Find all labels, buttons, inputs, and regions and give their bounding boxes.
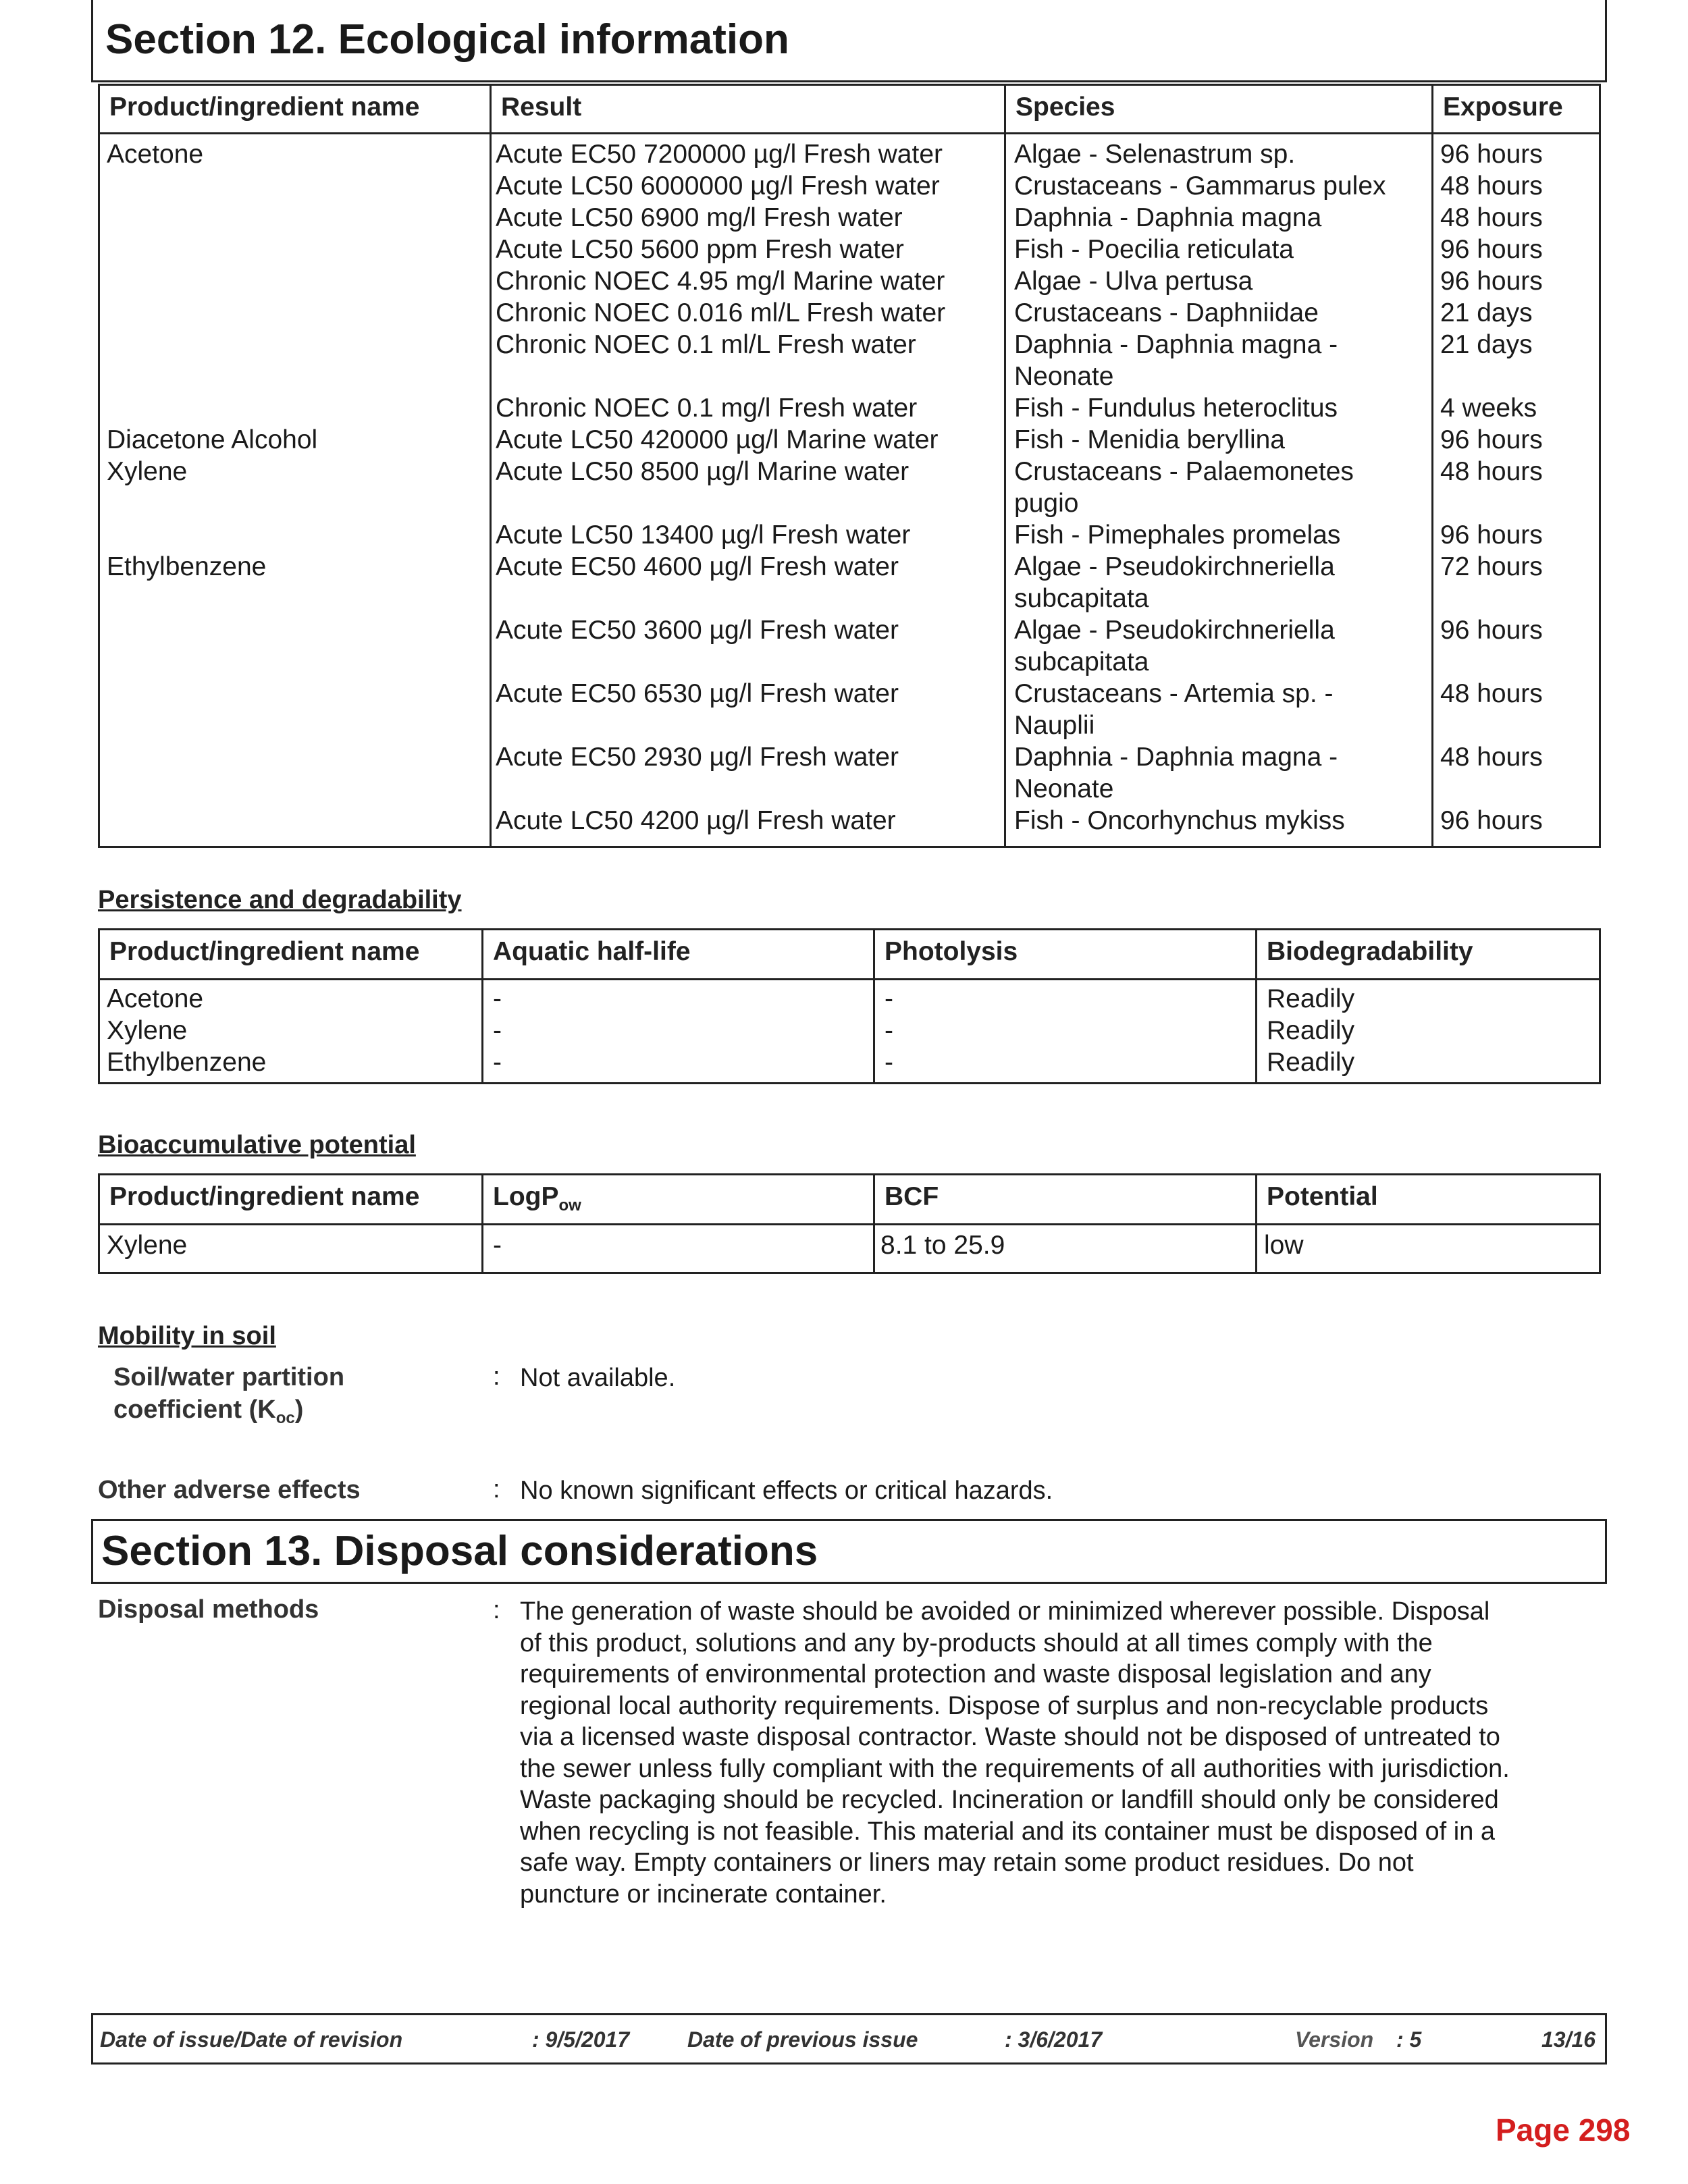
ecotox-row-species-text: Algae - Pseudokirchneriella <box>1014 552 1335 581</box>
mobility-label-line2 <box>113 1393 344 1429</box>
ecotox-row-result <box>496 329 997 392</box>
ecotox-row-exposure <box>1440 234 1592 265</box>
ecotox-row-name <box>107 329 483 392</box>
ecotox-row-name <box>107 519 483 551</box>
ecotox-row-result <box>496 234 997 265</box>
ecotox-row-result <box>496 297 997 329</box>
persistence-photolysis-values <box>874 980 1257 1084</box>
persistence-photolysis-value: - <box>885 1048 893 1077</box>
ecotox-row-exposure-text: 21 days <box>1440 330 1533 359</box>
footer-issue-value: : 9/5/2017 <box>532 2027 630 2052</box>
disposal-colon: : <box>493 1596 500 1624</box>
ecotox-row-exposure <box>1440 805 1592 836</box>
disposal-line: the sewer unless fully compliant with the requirements of all authorities with jurisdiction. <box>520 1754 1510 1783</box>
ecotox-row-species-text: subcapitata <box>1014 584 1149 613</box>
ecotox-row-name <box>107 741 483 805</box>
ecotox-row-species-text: Crustaceans - Gammarus pulex <box>1014 171 1386 201</box>
persistence-name-xylene: Xylene <box>107 1016 188 1045</box>
ecotox-row-exposure-text: 96 hours <box>1440 521 1543 550</box>
persistence-name-ethylbenzene: Ethylbenzene <box>107 1048 267 1077</box>
disposal-line: regional local authority requirements. Dispose of surplus and non-recyclable products <box>520 1691 1489 1720</box>
ecotox-row-species <box>1014 392 1425 424</box>
ecotox-row-species-text: Algae - Ulva pertusa <box>1014 267 1253 296</box>
disposal-line: The generation of waste should be avoided or minimized wherever possible. Disposal <box>520 1597 1490 1626</box>
mobility-value: Not available. <box>520 1364 676 1392</box>
ecotox-row-result <box>496 805 997 836</box>
persistence-halflife-value: - <box>493 1016 502 1045</box>
ecotox-row-name-text: Ethylbenzene <box>107 552 267 581</box>
section-13-header <box>91 1519 1607 1584</box>
bioacc-header-logp <box>483 1175 874 1225</box>
ecotox-row-result <box>496 456 997 519</box>
persistence-biodeg-value: Readily <box>1267 1016 1355 1045</box>
persistence-halflife-value: - <box>493 984 502 1013</box>
ecotox-row-exposure <box>1440 329 1592 392</box>
ecotox-row-result-text: Acute LC50 6900 mg/l Fresh water <box>496 203 903 232</box>
ecotox-row-exposure-text: 96 hours <box>1440 267 1543 296</box>
persistence-biodeg-values <box>1257 980 1600 1084</box>
ecotox-row-result <box>496 519 997 551</box>
mobility-label-line1: Soil/water partition <box>113 1363 345 1391</box>
ecotox-row-exposure <box>1440 265 1592 297</box>
ecotox-names-col <box>99 134 491 847</box>
ecotox-row-species-text: Nauplii <box>1014 711 1095 740</box>
ecotox-row-result <box>496 170 997 202</box>
persistence-biodeg-value: Readily <box>1267 984 1355 1013</box>
ecotox-row-species-text: pugio <box>1014 489 1079 518</box>
ecotox-species-col <box>1005 134 1433 847</box>
other-effects-label: Other adverse effects <box>98 1476 361 1504</box>
ecotox-row-result-text: Chronic NOEC 0.1 mg/l Fresh water <box>496 394 918 423</box>
ecotox-row-species <box>1014 519 1425 551</box>
ecotox-row-result <box>496 138 997 170</box>
ecotox-header-species: Species <box>1005 85 1433 134</box>
persistence-halflife-values <box>483 980 874 1084</box>
ecotox-row-result <box>496 392 997 424</box>
ecotox-row-exposure <box>1440 456 1592 519</box>
ecotox-row-name <box>107 234 483 265</box>
persistence-names <box>99 980 483 1084</box>
ecotox-row-name <box>107 138 483 170</box>
mobility-label-sub: oc <box>275 1409 295 1427</box>
ecotox-row-result-text: Acute EC50 2930 µg/l Fresh water <box>496 743 899 772</box>
ecotox-row-species-text: Fish - Pimephales promelas <box>1014 521 1341 550</box>
persistence-biodeg-value: Readily <box>1267 1048 1355 1077</box>
persistence-header-biodeg: Biodegradability <box>1257 930 1600 980</box>
persistence-table <box>98 928 1601 1084</box>
ecotox-row-exposure <box>1440 297 1592 329</box>
ecotox-row-exposure-text: 48 hours <box>1440 203 1543 232</box>
ecotox-row-exposure <box>1440 424 1592 456</box>
bioacc-logp: - <box>483 1225 874 1273</box>
ecotox-row-result <box>496 265 997 297</box>
ecotox-row-exposure <box>1440 170 1592 202</box>
ecotox-row-species-text: Algae - Selenastrum sp. <box>1014 140 1296 169</box>
ecotox-row-result <box>496 551 997 614</box>
ecotox-row-exposure-text: 96 hours <box>1440 235 1543 264</box>
ecotox-row-exposure <box>1440 551 1592 614</box>
ecotox-row-species-text: Daphnia - Daphnia magna - <box>1014 330 1338 359</box>
ecotox-row-result-text: Acute EC50 4600 µg/l Fresh water <box>496 552 899 581</box>
disposal-line: requirements of environmental protection and waste disposal legislation and any <box>520 1660 1431 1688</box>
disposal-line: when recycling is not feasible. This material and its container must be disposed of in a <box>520 1817 1496 1846</box>
section-12-header <box>91 0 1607 82</box>
ecotox-row-exposure <box>1440 741 1592 805</box>
ecotox-row-species <box>1014 424 1425 456</box>
ecotox-header-name: Product/ingredient name <box>99 85 491 134</box>
ecotox-row-exposure <box>1440 678 1592 741</box>
persistence-header-name: Product/ingredient name <box>99 930 483 980</box>
ecotox-row-species <box>1014 170 1425 202</box>
ecotox-row-exposure <box>1440 519 1592 551</box>
bioacc-name: Xylene <box>99 1225 483 1273</box>
ecotox-header-exposure: Exposure <box>1433 85 1600 134</box>
ecotox-row-name <box>107 170 483 202</box>
ecotox-row-result-text: Acute EC50 6530 µg/l Fresh water <box>496 679 899 708</box>
ecotox-row-result <box>496 202 997 234</box>
ecotox-row-result-text: Acute LC50 13400 µg/l Fresh water <box>496 521 911 550</box>
ecotox-row-exposure-text: 72 hours <box>1440 552 1543 581</box>
ecotox-row-exposure-text: 96 hours <box>1440 806 1543 835</box>
other-effects-colon: : <box>493 1475 500 1503</box>
ecotox-row-exposure <box>1440 614 1592 678</box>
ecotox-row-name <box>107 551 483 614</box>
ecotox-row-exposure-text: 96 hours <box>1440 616 1543 645</box>
ecotox-row-species <box>1014 614 1425 678</box>
mobility-title: Mobility in soil <box>98 1322 276 1350</box>
footer-issue-label: Date of issue/Date of revision <box>100 2027 403 2052</box>
ecotox-results-col <box>491 134 1005 847</box>
bioaccumulative-title: Bioaccumulative potential <box>98 1131 416 1159</box>
ecotox-row-result-text: Acute LC50 5600 ppm Fresh water <box>496 235 904 264</box>
ecotox-row-species-text: subcapitata <box>1014 647 1149 676</box>
persistence-title: Persistence and degradability <box>98 886 462 914</box>
ecotox-row-species <box>1014 297 1425 329</box>
bioacc-header-logp-sub: ow <box>558 1196 581 1215</box>
ecotox-row-name <box>107 614 483 678</box>
ecotox-row-result-text: Acute EC50 3600 µg/l Fresh water <box>496 616 899 645</box>
ecotox-row-exposure-text: 48 hours <box>1440 171 1543 201</box>
mobility-colon: : <box>493 1362 500 1391</box>
ecotox-row-result-text: Acute EC50 7200000 µg/l Fresh water <box>496 140 943 169</box>
persistence-name-acetone: Acetone <box>107 984 204 1013</box>
ecotox-row-result-text: Acute LC50 8500 µg/l Marine water <box>496 457 909 486</box>
ecotox-row-name-text: Xylene <box>107 457 188 486</box>
ecotox-row-name-text: Acetone <box>107 140 204 169</box>
ecotox-row-result <box>496 424 997 456</box>
footer-version-label: Version <box>1295 2027 1374 2052</box>
ecotox-row-species-text: Fish - Oncorhynchus mykiss <box>1014 806 1345 835</box>
ecotox-row-species-text: Crustaceans - Palaemonetes <box>1014 457 1354 486</box>
section-12-title: Section 12. Ecological information <box>105 16 789 63</box>
ecotox-row-result <box>496 678 997 741</box>
ecotox-row-species-text: Daphnia - Daphnia magna <box>1014 203 1322 232</box>
mobility-label-text: coefficient (K <box>113 1395 276 1424</box>
ecotox-row-species <box>1014 456 1425 519</box>
ecotox-row-species-text: Fish - Fundulus heteroclitus <box>1014 394 1338 423</box>
ecotox-row-name <box>107 678 483 741</box>
ecotox-row-species <box>1014 741 1425 805</box>
ecotox-row-result-text: Acute LC50 4200 µg/l Fresh water <box>496 806 896 835</box>
bioaccumulative-table <box>98 1173 1601 1274</box>
ecotox-row-name <box>107 297 483 329</box>
ecotox-row-species <box>1014 678 1425 741</box>
ecotox-row-result-text: Chronic NOEC 0.016 ml/L Fresh water <box>496 298 946 327</box>
ecotox-row-exposure <box>1440 392 1592 424</box>
ecotox-exposure-col <box>1433 134 1600 847</box>
section-13-title: Section 13. Disposal considerations <box>101 1528 818 1574</box>
disposal-line: via a licensed waste disposal contractor. Waste should not be disposed of untreated to <box>520 1723 1500 1751</box>
ecotox-row-name <box>107 392 483 424</box>
footer-prev-label: Date of previous issue <box>687 2027 918 2052</box>
ecotox-header-result: Result <box>491 85 1005 134</box>
ecotox-row-result-text: Acute LC50 6000000 µg/l Fresh water <box>496 171 940 201</box>
ecotox-row-exposure-text: 48 hours <box>1440 743 1543 772</box>
disposal-line: of this product, solutions and any by-products should at all times comply with the <box>520 1628 1433 1657</box>
ecotox-table <box>98 84 1601 848</box>
ecotox-row-exposure-text: 96 hours <box>1440 140 1543 169</box>
mobility-label-close: ) <box>294 1395 304 1424</box>
ecotox-row-species <box>1014 805 1425 836</box>
persistence-header-photolysis: Photolysis <box>874 930 1257 980</box>
ecotox-row-species-text: Daphnia - Daphnia magna - <box>1014 743 1338 772</box>
footer-prev-value: : 3/6/2017 <box>1005 2027 1103 2052</box>
footer-page: 13/16 <box>1541 2027 1596 2052</box>
other-effects-value: No known significant effects or critical hazards. <box>520 1476 1053 1505</box>
ecotox-row-species <box>1014 138 1425 170</box>
disposal-line: Waste packaging should be recycled. Incineration or landfill should only be considered <box>520 1786 1499 1814</box>
bioacc-header-name: Product/ingredient name <box>99 1175 483 1225</box>
bioacc-potential: low <box>1257 1225 1600 1273</box>
ecotox-row-species-text: Neonate <box>1014 774 1114 803</box>
ecotox-row-result-text: Chronic NOEC 0.1 ml/L Fresh water <box>496 330 916 359</box>
bioacc-header-bcf: BCF <box>874 1175 1257 1225</box>
ecotox-row-name <box>107 456 483 519</box>
ecotox-row-result <box>496 614 997 678</box>
bioacc-bcf: 8.1 to 25.9 <box>874 1225 1257 1273</box>
ecotox-row-species-text: Algae - Pseudokirchneriella <box>1014 616 1335 645</box>
ecotox-row-name <box>107 805 483 836</box>
ecotox-row-species-text: Crustaceans - Daphniidae <box>1014 298 1319 327</box>
persistence-photolysis-value: - <box>885 984 893 1013</box>
ecotox-row-species <box>1014 329 1425 392</box>
disposal-text <box>520 1596 1510 1910</box>
ecotox-row-exposure-text: 21 days <box>1440 298 1533 327</box>
ecotox-row-exposure-text: 48 hours <box>1440 679 1543 708</box>
ecotox-row-name <box>107 424 483 456</box>
ecotox-row-exposure-text: 48 hours <box>1440 457 1543 486</box>
persistence-photolysis-value: - <box>885 1016 893 1045</box>
persistence-header-halflife: Aquatic half-life <box>483 930 874 980</box>
ecotox-row-exposure-text: 96 hours <box>1440 425 1543 454</box>
ecotox-row-exposure <box>1440 202 1592 234</box>
bioacc-header-potential: Potential <box>1257 1175 1600 1225</box>
ecotox-row-exposure-text: 4 weeks <box>1440 394 1537 423</box>
page-stamp: Page 298 <box>1496 2112 1631 2148</box>
ecotox-row-species <box>1014 234 1425 265</box>
footer-version-value: : 5 <box>1396 2027 1422 2052</box>
ecotox-row-species-text: Fish - Menidia beryllina <box>1014 425 1285 454</box>
disposal-line: puncture or incinerate container. <box>520 1880 887 1909</box>
ecotox-row-species-text: Fish - Poecilia reticulata <box>1014 235 1294 264</box>
disposal-line: safe way. Empty containers or liners may retain some product residues. Do not <box>520 1848 1414 1877</box>
ecotox-row-name <box>107 265 483 297</box>
ecotox-row-result-text: Chronic NOEC 4.95 mg/l Marine water <box>496 267 945 296</box>
persistence-halflife-value: - <box>493 1048 502 1077</box>
ecotox-row-species-text: Crustaceans - Artemia sp. - <box>1014 679 1334 708</box>
bioacc-header-logp-text: LogP <box>493 1182 559 1211</box>
ecotox-row-species <box>1014 265 1425 297</box>
ecotox-row-result <box>496 741 997 805</box>
ecotox-row-species-text: Neonate <box>1014 362 1114 391</box>
ecotox-row-exposure <box>1440 138 1592 170</box>
mobility-label <box>113 1361 344 1429</box>
ecotox-row-result-text: Acute LC50 420000 µg/l Marine water <box>496 425 939 454</box>
disposal-label: Disposal methods <box>98 1595 319 1624</box>
ecotox-row-species <box>1014 551 1425 614</box>
ecotox-row-name <box>107 202 483 234</box>
footer <box>91 2013 1607 2065</box>
ecotox-row-species <box>1014 202 1425 234</box>
ecotox-row-name-text: Diacetone Alcohol <box>107 425 318 454</box>
